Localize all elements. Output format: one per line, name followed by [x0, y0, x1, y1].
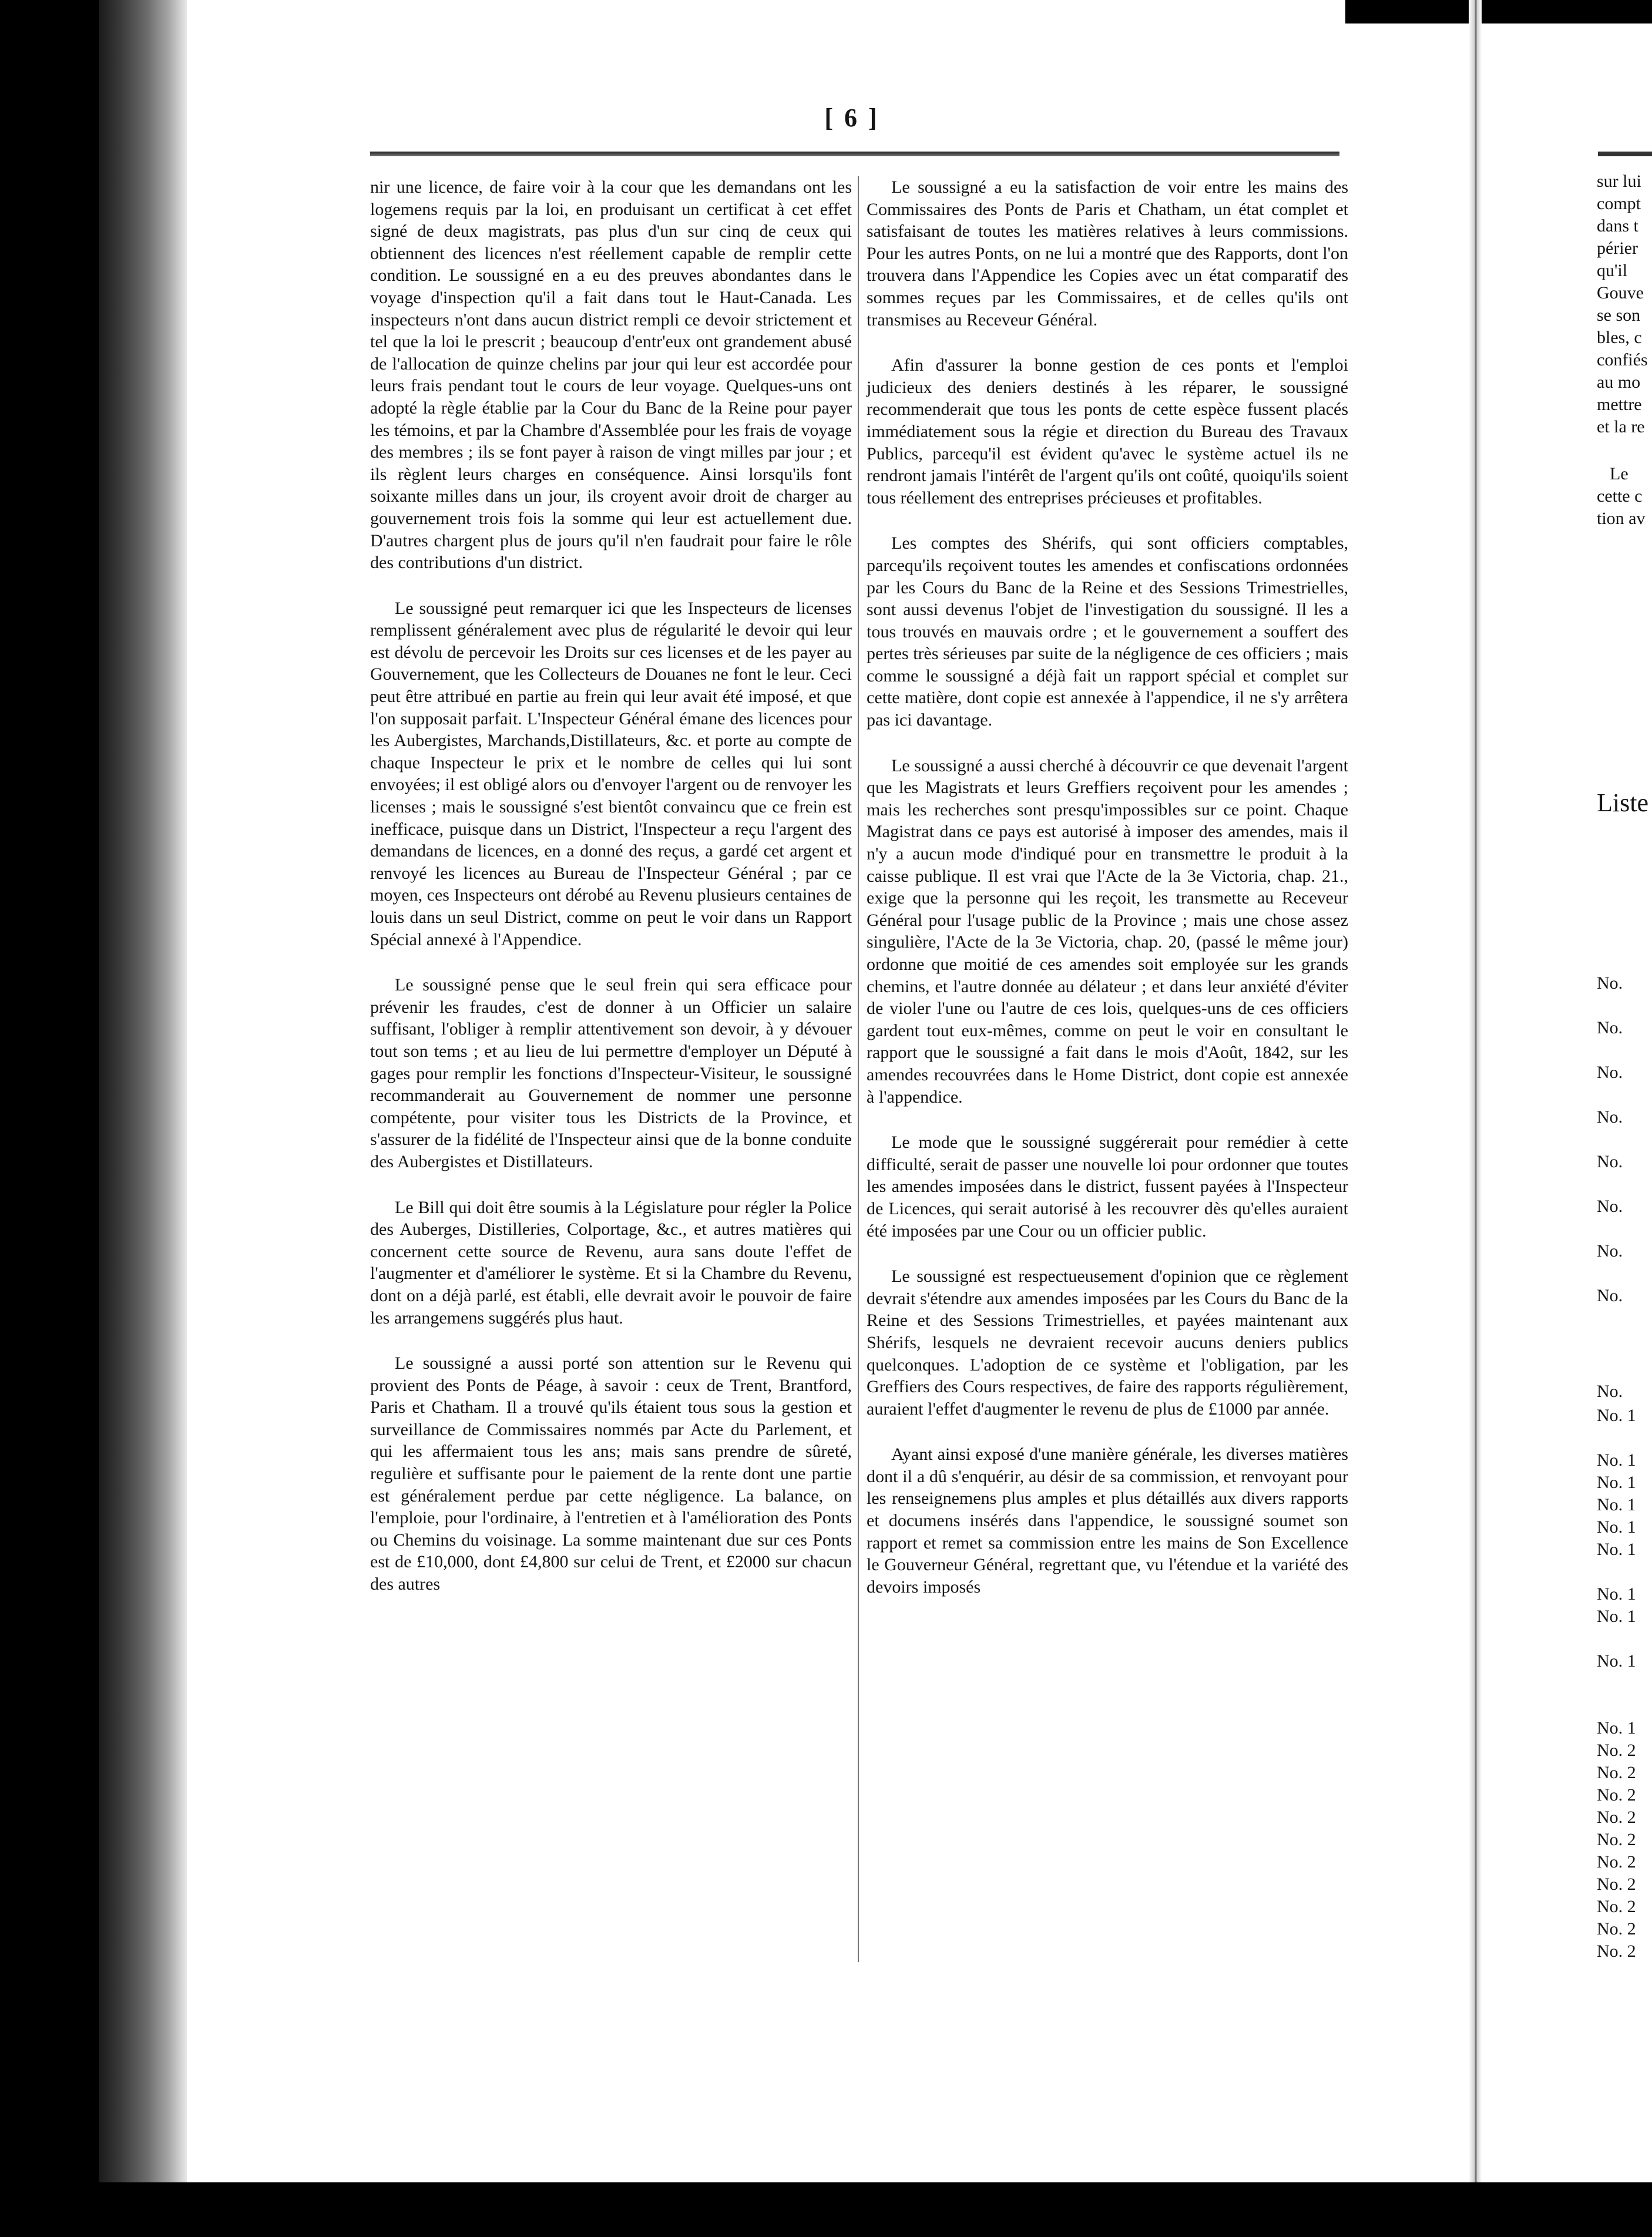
- list-item: No. 2: [1597, 1897, 1636, 1916]
- list-item: No.: [1597, 1152, 1623, 1171]
- fragment-line: dans t: [1597, 216, 1638, 236]
- list-item: No.: [1597, 1018, 1623, 1037]
- left-text-column: [370, 176, 852, 1596]
- paragraph: Le mode que le soussigné suggérerait pour remédier à cette difficulté, serait de passer une nouvelle loi pour ordonner que toutes les amendes imposées dans le district, fussent payées à l'Inspecteur de Licences, qui serait autorisé à les recouvrer dès qu'elles auraient été imposées par une Cour ou un officier public.: [867, 1133, 1348, 1241]
- list-item: No. 2: [1597, 1785, 1636, 1805]
- list-heading: Liste: [1597, 788, 1648, 817]
- fragment-line: qu'il: [1597, 261, 1628, 280]
- fragment-line: Gouve: [1597, 283, 1644, 303]
- list-item: No. 1: [1597, 1540, 1636, 1559]
- column-divider: [858, 176, 859, 1962]
- paragraph: Le soussigné a eu la satisfaction de voir entre les mains des Commissaires des Ponts de Paris et Chatham, un état complet et satisfaisant de toutes les matières relatives à leurs commissions. Pour les autres Ponts, on ne lui a montré que des Rapports, dont l'on trouvera dans l'Appendice les Copies avec un état comparatif des sommes reçues par les Commissaires, et de celles qu'ils ont transmises au Receveur Général.: [867, 177, 1348, 330]
- scan-border-bottom: [0, 2182, 1652, 2237]
- fragment-line: compt: [1597, 194, 1641, 213]
- list-item: No.: [1597, 1063, 1623, 1082]
- list-item: No. 2: [1597, 1808, 1636, 1827]
- paragraph: nir une licence, de faire voir à la cour que les demandans ont les logemens requis par la loi, en produisant un certificat à cet effet signé de deux magistrats, pas plus d'un sur cinq de ceux qui obtiennent des licences n'est réellement capable de remplir cette condition. Le soussigné en a eu des preuves abondantes dans le voyage d'inspection qu'il a fait dans tout le Haut-Canada. Les inspecteurs n'ont dans aucun district rempli ce devoir strictement et tel que la loi le prescrit ; beaucoup d'entr'eux ont grandement abusé de l'allocation de quinze chelins par jour qui leur est accordée pour leurs frais pendant tout le cours de leur voyage. Quelques-uns ont adopté la règle établie par la Cour du Banc de la Reine pour payer les témoins, et par la Chambre d'Assemblée pour les frais de voyage des membres ; ils se font payer à raison de vingt milles par jour ; et ils règlent leurs charges en conséquence. Ainsi lorsqu'ils font soixante milles dans un jour, ils croyent avoir droit de charger au gouvernement trois fois la somme qui leur est actuellement due. D'autres chargent plus de jours qu'il n'en faudrait pour faire le rôle des contributions d'un district.: [370, 177, 852, 573]
- fragment-line: périer: [1597, 239, 1638, 258]
- fragment-line: tion av: [1597, 509, 1646, 528]
- fragment-line: mettre: [1597, 395, 1642, 414]
- paragraph: Le soussigné a aussi cherché à découvrir ce que devenait l'argent que les Magistrats et leurs Greffiers reçoivent pour les amendes ; mais les recherches sont presqu'impossibles sur ce point. Chaque Magistrat dans ce pays est autorisé à imposer des amendes, mais il n'y a aucun mode d'indiqué pour en transmettre le produit à la caisse publique. Il est vrai que l'Acte de la 3e Victoria, chap. 21., exige que la personne qui les reçoit, les transmette au Receveur Général pour l'usage public de la Province ; mais une chose assez singulière, l'Acte de la 3e Victoria, chap. 20, (passé le même jour) ordonne que moitié de ces amendes soit employée sur les grands chemins, et l'autre donnée au délateur ; et dans leur anxiété d'éviter de violer l'une ou l'autre de ces lois, quelques-uns de ces officiers gardent tout eux-mêmes, comme on peut le voir en consultant le rapport que le soussigné a fait dans le mois d'Août, 1842, sur les amendes recouvrées dans le Home District, dont copie est annexée à l'appendice.: [867, 755, 1348, 1107]
- list-item: No. 1: [1597, 1607, 1636, 1626]
- right-page-header-rule: [1598, 152, 1652, 156]
- paragraph: Le soussigné est respectueusement d'opinion que ce règlement devrait s'étendre aux amendes imposées par les Cours du Banc de la Reine et des Sessions Trimestrielles, et payées maintenant aux Shérifs, lesquels ne devraient recevoir aucuns deniers publics quelconques. L'adoption de ce système et l'obligation, par les Greffiers des Cours respectives, de faire des rapports régulièrement, auraient l'effet d'augmenter le revenu de plus de £1000 par année.: [867, 1267, 1348, 1419]
- list-item: No. 1: [1597, 1718, 1636, 1738]
- fragment-line: et la re: [1597, 417, 1645, 436]
- list-item: No. 1: [1597, 1651, 1636, 1671]
- fragment-line: cette c: [1597, 486, 1643, 506]
- list-item: No. 2: [1597, 1942, 1636, 1961]
- list-item: No. 1: [1597, 1495, 1636, 1514]
- list-item: No. 1: [1597, 1584, 1636, 1604]
- scan-border-left: [0, 0, 99, 2237]
- paragraph: Afin d'assurer la bonne gestion de ces ponts et l'emploi judicieux des deniers destinés à les réparer, le soussigné recommenderait que tous les ponts de cette espèce fussent placés immédiatement sous la régie et direction du Bureau des Travaux Publics, parcequ'il est évident qu'avec le système actuel ils ne rendront jamais l'intérêt de l'argent qu'ils ont coûté, quoiqu'ils soient tous réellement des entreprises précieuses et profitables.: [867, 355, 1348, 508]
- scan-border-top-right: [1345, 0, 1652, 23]
- middle-text-column: [867, 176, 1348, 1598]
- paragraph: Ayant ainsi exposé d'une manière générale, les diverses matières dont il a dû s'enquérir, au désir de sa commission, et renvoyant pour les renseignemens plus amples et plus détaillés aux divers rapports et documens insérés dans l'appendice, le soussigné soumet son rapport et remet sa commission entre les mains de Son Excellence le Gouverneur Général, regrettant que, vu l'étendue et la variété des devoirs imposés: [867, 1445, 1348, 1597]
- paragraph: Les comptes des Shérifs, qui sont officiers comptables, parcequ'ils reçoivent toutes les amendes et confiscations ordonnées par les Cours du Banc de la Reine et des Sessions Trimestrielles, sont aussi devenus l'objet de l'investigation du soussigné. Il les a tous trouvés en mauvais ordre ; et le gouvernement a souffert des pertes très sérieuses par suite de la négligence de ces officiers ; mais comme le soussigné a déjà fait un rapport spécial et complet sur cette matière, dont copie est annexée à l'appendice, il ne s'y arrêtera pas ici davantage.: [867, 533, 1348, 730]
- adjacent-page-fragment: [1597, 170, 1652, 1961]
- list-item: No. 1: [1597, 1450, 1636, 1470]
- paragraph: Le soussigné pense que le seul frein qui sera efficace pour prévenir les fraudes, c'est de donner à un Officier un salaire suffisant, l'obliger à remplir attentivement son devoir, à y dévouer tout son tems ; et au lieu de lui permettre d'employer un Député à gages pour remplir les fonctions d'Inspecteur-Visiteur, le soussigné recommanderait au Gouvernement de nommer une personne compétente, pour visiter tous les Districts de la Province, et s'assurer de la fidélité de l'Inspecteur ainsi que de la bonne conduite des Aubergistes et Distillateurs.: [370, 975, 852, 1171]
- list-item: No. 2: [1597, 1741, 1636, 1760]
- book-spine-shadow: [99, 0, 187, 2182]
- list-item: No.: [1597, 1241, 1623, 1261]
- paragraph: Le Bill qui doit être soumis à la Législature pour régler la Police des Auberges, Distilleries, Colportage, &c., et autres matières qui concernent cette source de Revenu, aura sans doute l'effet de l'augmenter et d'améliorer le système. Et si la Chambre du Revenu, dont on a déjà parlé, est établi, elle devrait avoir le pouvoir de faire les arrangemens suggérés plus haut.: [370, 1197, 852, 1328]
- page-seam: [1469, 0, 1482, 2182]
- fragment-line: sur lui: [1597, 172, 1641, 191]
- paragraph: Le soussigné peut remarquer ici que les Inspecteurs de licenses remplissent généralement avec plus de régularité le devoir qui leur est dévolu de percevoir les Droits sur ces licenses et de les payer au Gouvernement, que les Collecteurs de Douanes ne font le leur. Ceci peut être attribué en partie au frein qui leur avait été imposé, et que l'on supposait parfait. L'Inspecteur Général émane des licences pour les Aubergistes, Marchands,Distillateurs, &c. et porte au compte de chaque Inspecteur le prix et le nombre de celles qui lui sont envoyées; il est obligé alors ou d'envoyer l'argent ou de renvoyer les licenses ; mais le soussigné s'est bientôt convaincu que ce frein est inefficace, puisque dans un District, l'Inspecteur a reçu l'argent des demandans de licences, en a donné des reçus, a gardé cet argent et renvoyé les licences au Bureau de l'Inspecteur Général ; par ce moyen, ces Inspecteurs ont dérobé au Revenu plusieurs centaines de louis dans un seul District, comme on peut le voir dans un Rapport Spécial annexé à l'Appendice.: [370, 598, 852, 949]
- list-item: No.: [1597, 1107, 1623, 1127]
- list-item: No. 2: [1597, 1919, 1636, 1939]
- list-item: No. 2: [1597, 1852, 1636, 1872]
- list-item: No. 2: [1597, 1830, 1636, 1849]
- list-item: No.: [1597, 1197, 1623, 1216]
- paragraph: Le soussigné a aussi porté son attention sur le Revenu qui provient des Ponts de Péage, à savoir : ceux de Trent, Brantford, Paris et Chatham. Il a trouvé qu'ils étaient tous sous la gestion et surveillance de Commissaires nommés par Acte du Parlement, et qui les affermaient tous les ans; mais sans prendre de sûreté, regulière et suffisante pour le paiement de la rente dont une partie est généralement perdue par cette négligence. La balance, on l'emploie, pour l'ordinaire, à l'entretien et à l'amélioration des Ponts ou Chemins du voisinage. La somme maintenant due sur ces Ponts est de £10,000, dont £4,800 sur celui de Trent, et £2000 sur chacun des autres: [370, 1353, 852, 1594]
- fragment-line: confiés: [1597, 350, 1648, 370]
- list-item: No. 2: [1597, 1763, 1636, 1782]
- list-item: No. 1: [1597, 1406, 1636, 1425]
- header-rule: [370, 152, 1339, 156]
- list-item: No. 1: [1597, 1473, 1636, 1492]
- list-item: No. 1: [1597, 1517, 1636, 1537]
- fragment-line: Le: [1610, 464, 1629, 483]
- page-number: [ 6 ]: [824, 103, 879, 132]
- fragment-line: bles, c: [1597, 328, 1642, 347]
- list-item: No. 2: [1597, 1875, 1636, 1894]
- fragment-line: au mo: [1597, 372, 1641, 392]
- list-item: No.: [1597, 973, 1623, 993]
- list-item: No.: [1597, 1382, 1623, 1401]
- fragment-line: se son: [1597, 305, 1641, 325]
- list-item: No.: [1597, 1286, 1623, 1305]
